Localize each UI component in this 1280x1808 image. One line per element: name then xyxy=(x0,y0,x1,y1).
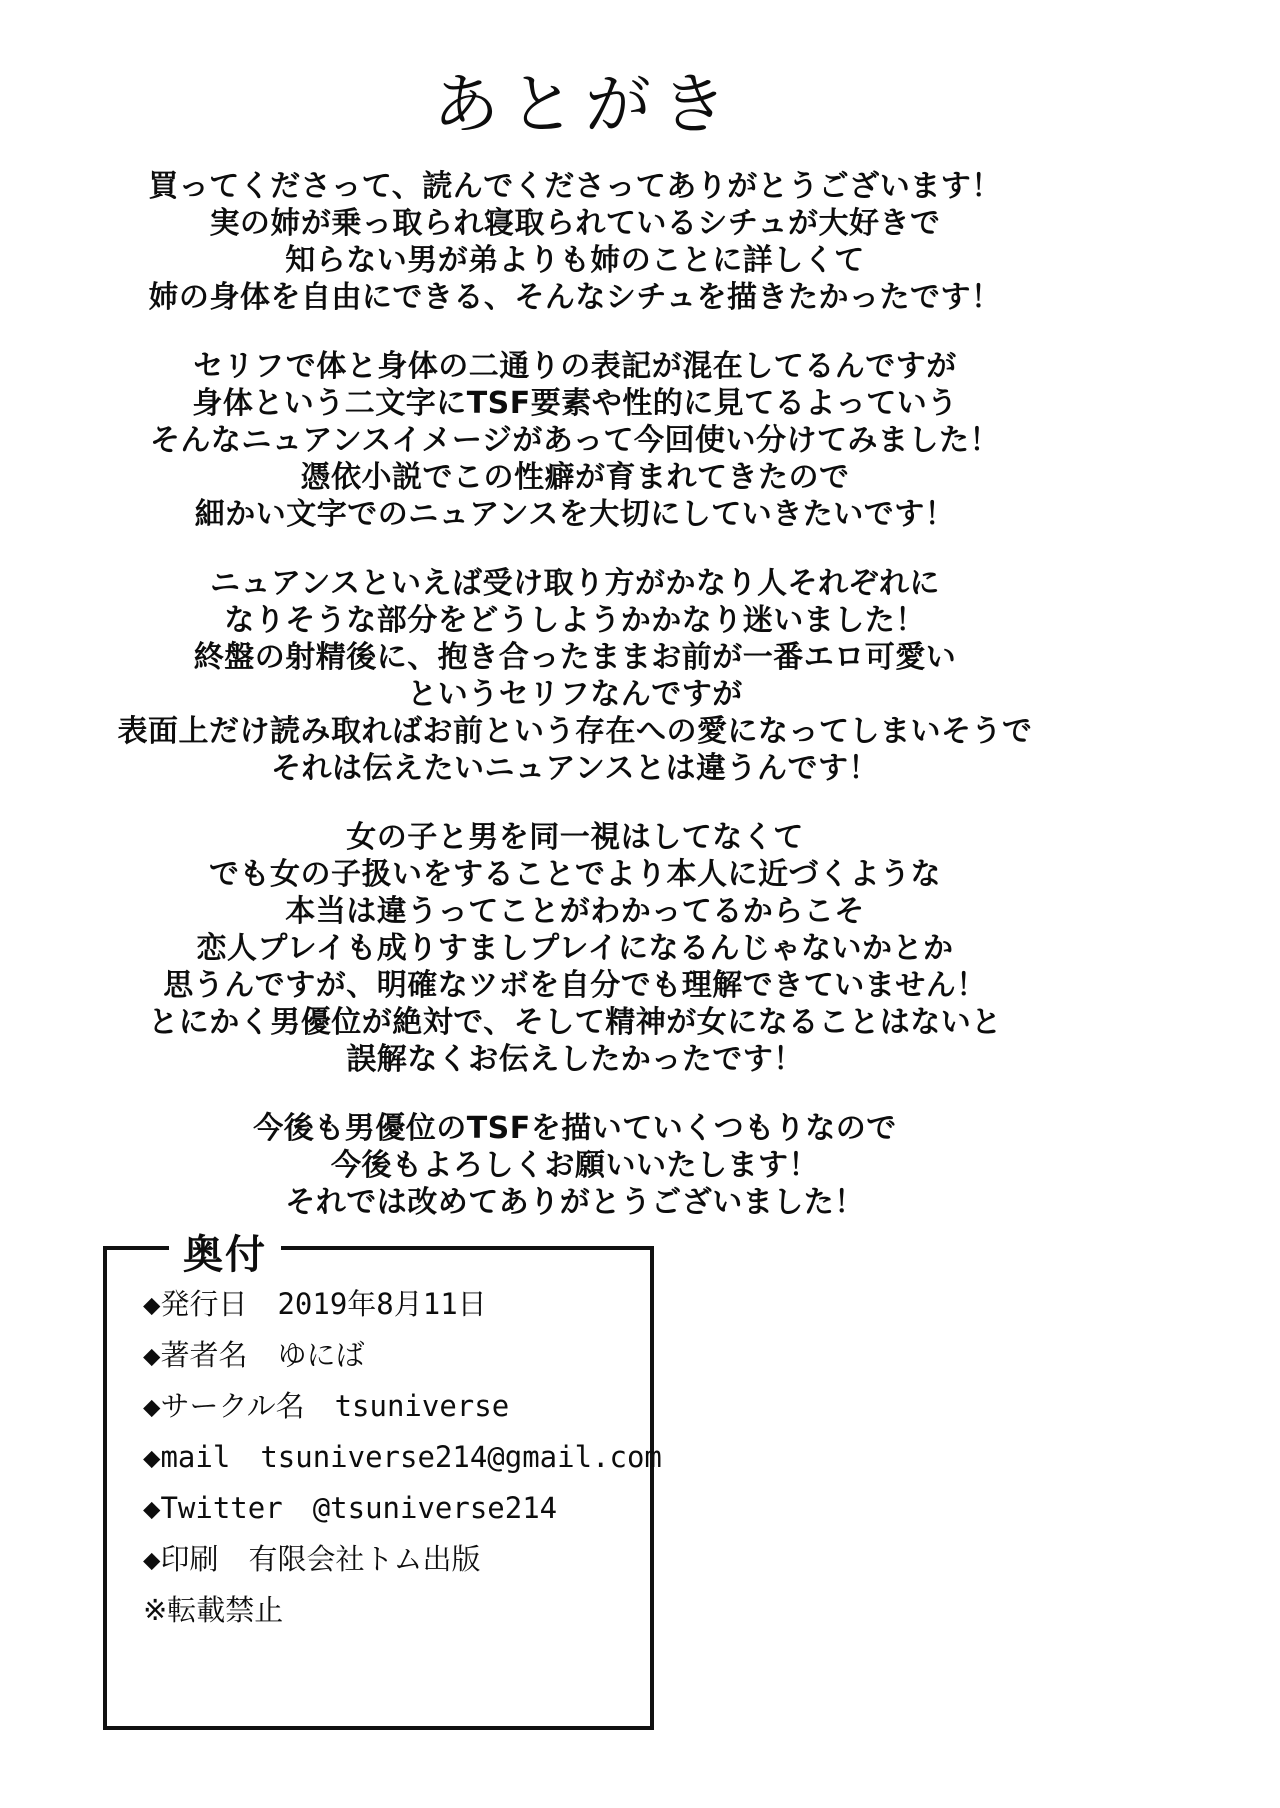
paragraph-nuance xyxy=(0,565,1150,787)
body-line: それは伝えたいニュアンスとは違うんです！ xyxy=(271,751,879,786)
body-line: 今後も男優位のTSFを描いていくつもりなので xyxy=(253,1111,897,1146)
body-line: 誤解なくお伝えしたかったです！ xyxy=(346,1042,804,1077)
body-line: とにかく男優位が絶対で、そして精神が女になることはないと xyxy=(148,1005,1002,1040)
colophon-label: ※転載禁止 xyxy=(143,1593,284,1627)
page-title: あとがき xyxy=(433,66,737,143)
body-line: セリフで体と身体の二通りの表記が混在してるんですが xyxy=(193,349,957,384)
body-line: 女の子と男を同一視はしてなくて xyxy=(346,820,804,855)
colophon-row-twitter xyxy=(143,1491,650,1525)
colophon-title: 奥付 xyxy=(169,1223,281,1280)
colophon-label: ◆Twitter xyxy=(143,1491,283,1525)
body-line: 買ってくださって、読んでくださってありがとうございます！ xyxy=(148,169,1002,204)
colophon-label: ◆著者名 xyxy=(143,1338,248,1372)
colophon-row-publish-date xyxy=(143,1287,650,1321)
colophon-value: @tsuniverse214 xyxy=(312,1491,558,1525)
colophon-value: tsuniverse xyxy=(334,1389,510,1423)
colophon-row-no-reprint xyxy=(143,1593,650,1627)
body-line: 身体という二文字にTSF要素や性的に見てるよっていう xyxy=(192,386,958,421)
colophon-row-author xyxy=(143,1338,650,1372)
colophon-label: ◆印刷 xyxy=(143,1542,219,1576)
colophon-row-printer xyxy=(143,1542,650,1576)
colophon-value: 2019年8月11日 xyxy=(277,1287,487,1321)
colophon-row-circle xyxy=(143,1389,650,1423)
body-line: 実の姉が乗っ取られ寝取られているシチュが大好きで xyxy=(209,206,941,241)
body-line: それでは改めてありがとうございました！ xyxy=(285,1185,865,1220)
paragraph-thanks xyxy=(0,168,1150,316)
body-line: 細かい文字でのニュアンスを大切にしていきたいです！ xyxy=(194,497,956,532)
paragraph-notation xyxy=(0,348,1150,533)
colophon-value: tsuniverse214@gmail.com xyxy=(260,1440,662,1474)
body-line: 終盤の射精後に、抱き合ったままお前が一番エロ可愛い xyxy=(193,640,957,675)
body-line: 思うんですが、明確なツボを自分でも理解できていません！ xyxy=(163,968,987,1003)
body-line: 憑依小説でこの性癖が育まれてきたので xyxy=(300,460,850,495)
colophon-box xyxy=(103,1232,662,1730)
colophon-label: ◆サークル名 xyxy=(143,1389,305,1423)
body-line: なりそうな部分をどうしようかかなり迷いました！ xyxy=(224,603,926,638)
colophon-label: ◆mail xyxy=(143,1440,231,1474)
body-line: 知らない男が弟よりも姉のことに詳しくて xyxy=(285,243,865,278)
paragraph-thoughts xyxy=(0,819,1150,1078)
colophon-label: ◆発行日 xyxy=(143,1287,248,1321)
body-line: そんなニュアンスイメージがあって今回使い分けてみました！ xyxy=(149,423,1001,458)
body-line: ニュアンスといえば受け取り方がかなり人それぞれに xyxy=(210,566,940,601)
colophon-row-mail xyxy=(143,1440,662,1474)
body-line: というセリフなんですが xyxy=(407,677,743,712)
body-line: 恋人プレイも成りすましプレイになるんじゃないかとか xyxy=(196,931,954,966)
body-line: 本当は違うってことがわかってるからこそ xyxy=(285,894,865,929)
body-line: 姉の身体を自由にできる、そんなシチュを描きたかったです！ xyxy=(148,280,1002,315)
body-line: でも女の子扱いをすることでより本人に近づくような xyxy=(209,857,941,892)
colophon-value: 有限会社トム出版 xyxy=(248,1542,481,1576)
body-line: 表面上だけ読み取ればお前という存在への愛になってしまいそうで xyxy=(117,714,1033,749)
body-line: 今後もよろしくお願いいたします！ xyxy=(331,1148,819,1183)
colophon-value: ゆにば xyxy=(277,1338,365,1372)
paragraph-closing xyxy=(0,1110,1150,1221)
